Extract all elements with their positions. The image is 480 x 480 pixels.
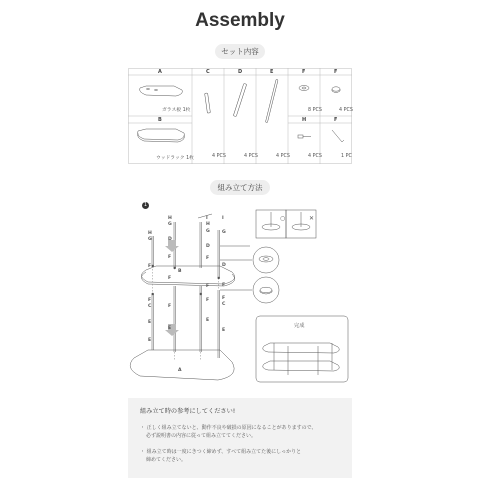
ng-mark: ✕ <box>309 215 315 222</box>
callout-cap <box>253 277 279 303</box>
part-e-long-rod <box>265 79 278 122</box>
header-b: B <box>158 117 162 123</box>
part-f-nut <box>299 86 309 91</box>
part-d-post <box>233 83 246 116</box>
label-c-2: C <box>222 302 226 307</box>
label-c: C <box>148 304 152 309</box>
header-f2: F <box>334 69 338 75</box>
notes-line-2: 必ず説明書の内容に従って組み立ててください。 <box>146 433 257 439</box>
label-e-3: E <box>206 318 210 323</box>
part-f-cap <box>332 87 340 91</box>
label-f-6: F <box>222 283 226 288</box>
label-f-5: F <box>206 284 210 289</box>
label-g-4: G <box>222 230 226 235</box>
label-e-2: E <box>168 326 172 331</box>
label-g: G <box>148 237 152 242</box>
label-e-4: E <box>222 328 226 333</box>
label-i: I <box>206 216 208 221</box>
notes-box <box>128 398 352 478</box>
wood-rack-label: ウッドラック 1枚 <box>156 156 194 161</box>
label-d: D <box>168 237 172 242</box>
label-f-10: F <box>222 296 226 301</box>
label-e: E <box>148 320 152 325</box>
part-h-screw <box>298 135 311 138</box>
e-qty: 4 PCS <box>276 154 290 159</box>
label-f-3: F <box>148 264 152 269</box>
label-f-9: F <box>206 298 210 303</box>
label-g-2: G <box>168 222 172 227</box>
f2-qty: 4 PCS <box>339 108 353 113</box>
f-qty: 8 PCS <box>308 108 322 113</box>
label-d-3: D <box>222 263 226 268</box>
header-h: H <box>302 117 307 123</box>
label-f-7: F <box>148 298 152 303</box>
label-h-3: H <box>206 222 210 227</box>
parts-table <box>128 68 352 164</box>
ok-mark: ○ <box>280 215 286 222</box>
notes-line-4: 締めてください。 <box>146 457 187 463</box>
header-c: C <box>206 69 210 75</box>
label-h-2: H <box>168 216 172 221</box>
assembly-drawing <box>128 200 352 392</box>
part-b-wood-rack <box>138 129 185 140</box>
notes-heading: 組み立て時の参考にしてください! <box>140 408 236 415</box>
glass-shelf-label: ガラス板 1枚 <box>162 108 191 113</box>
label-g-3: G <box>206 229 210 234</box>
callout-nut <box>253 247 279 273</box>
assembly-diagram <box>128 200 352 392</box>
label-f-4: F <box>168 276 172 281</box>
set-contents-heading: セット内容 <box>215 44 265 59</box>
c-qty: 4 PCS <box>212 154 226 159</box>
part-a-glass-shelf <box>140 86 183 96</box>
header-e: E <box>270 69 274 75</box>
header-d: D <box>238 69 243 75</box>
label-f-8: F <box>168 304 172 309</box>
label-i-2: I <box>222 216 224 221</box>
label-a: A <box>178 368 182 373</box>
header-a: A <box>158 69 162 75</box>
d-qty: 4 PCS <box>244 154 258 159</box>
step-number-badge: 1 <box>143 202 148 208</box>
header-f: F <box>302 69 306 75</box>
part-c-short-post <box>205 93 211 113</box>
shelf-b-drawing <box>141 266 234 284</box>
complete-label: 完成 <box>294 323 305 329</box>
h-qty: 4 PCS <box>308 154 322 159</box>
page-title: Assembly <box>195 10 285 31</box>
label-e-5: E <box>148 338 152 343</box>
label-h: H <box>148 231 152 236</box>
label-f: F <box>168 255 172 260</box>
shelf-a-drawing <box>130 350 234 380</box>
label-b: B <box>178 269 182 274</box>
parts-table-grid <box>128 68 352 164</box>
part-allen-key <box>332 130 344 142</box>
assembly-heading: 組み立て方法 <box>210 180 270 195</box>
label-d-2: D <box>206 244 210 249</box>
notes-line-3: ・ 組み立て時は一度にきつく締めず、すべて組み立てた後にしっかりと <box>140 449 302 455</box>
label-f-2: F <box>206 256 210 261</box>
notes-line-1: ・ 正しく組み立てないと、動作不良や破損の原因になることがありますので、 <box>140 425 317 431</box>
header-f3: F <box>334 117 338 123</box>
tool-qty: 1 PC <box>341 154 352 159</box>
